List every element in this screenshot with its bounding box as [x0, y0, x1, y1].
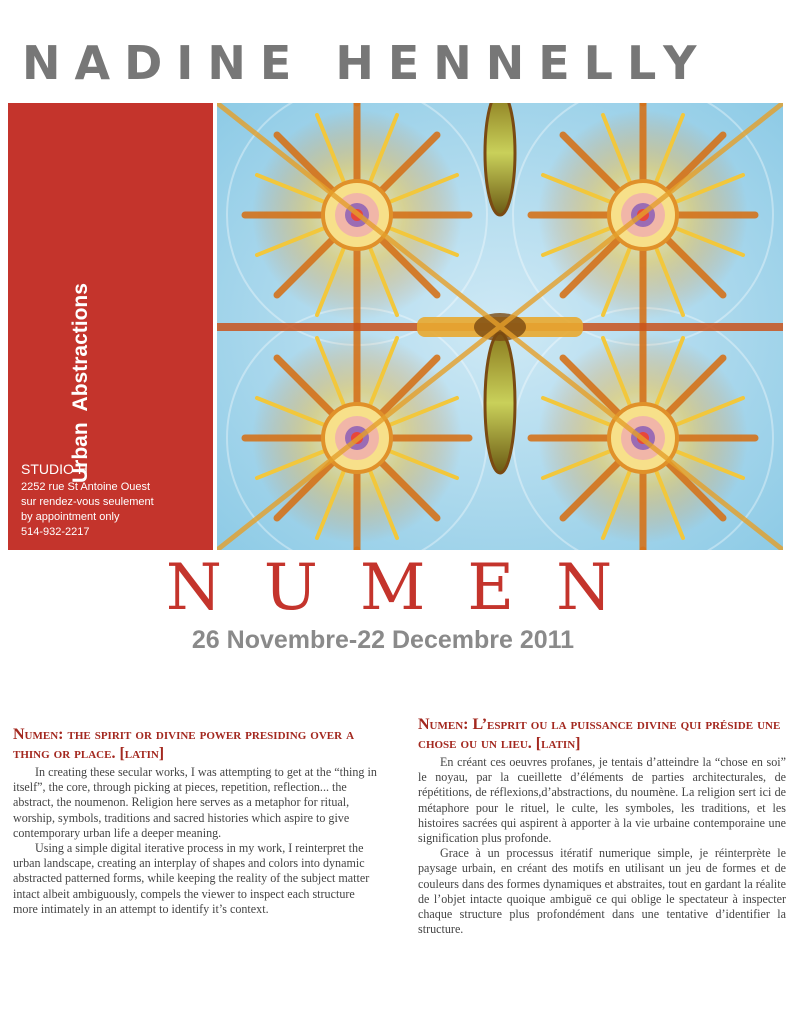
artwork-image [217, 103, 783, 550]
exhibition-subtitle: Urban Abstractions [69, 283, 92, 483]
exhibition-dates: 26 Novembre-22 Decembre 2011 [191, 626, 575, 654]
studio-appointment-fr: sur rendez-vous seulement [21, 496, 154, 508]
studio-appointment-en: by appointment only [21, 511, 120, 523]
studio-name: STUDIO H [21, 461, 88, 477]
french-heading: Numen: L’esprit ou la puissance divine qui préside une chose ou un lieu. [latin] [418, 716, 781, 752]
artist-name: NADINE HENNELLY [22, 36, 711, 90]
english-heading: Numen: the spirit or divine power presiding over a thing or place. [latin] [13, 726, 355, 762]
studio-phone: 514-932-2217 [21, 526, 90, 538]
english-paragraph-2: Using a simple digital iterative process in my work, I reinterpret the urban landscape, creating an interplay of shapes and colors into dynamic abstracted patterned forms, while keeping the reality of the subject matter intact albeit ambiguously, compels the viewer to inspect each structure more intimately in an attempt to identify it’s context. [13, 841, 370, 916]
info-panel [8, 103, 213, 550]
english-paragraph-1: In creating these secular works, I was attempting to get at the “thing in itself”, the core, through picking at pieces, repetition, reflection... the abstract, the noumenon. Religion here serves as a metaphor for ritual, worship, symbols, traditions and sacred histories which aspire to give contemporary urban life a deeper meaning. [13, 765, 377, 840]
exhibition-title: NUMEN [165, 551, 655, 625]
french-paragraph-2: Grace à un processus itératif numerique simple, je réinterprète le paysage urbain, en créant des motifs en utilisant un jeu de formes et de couleurs dans des formes dynamiques et abstraites, tout en gardant la réalite de l’objet intacte quoique ambiguë ce qui oblige le spectateur à inspecter chaque structure plus profondément dans une tentative d’identifier la structure. [418, 846, 786, 937]
studio-address: 2252 rue St Antoine Ouest [21, 481, 151, 493]
french-paragraph-1: En créant ces oeuvres profanes, je tentais d’atteindre la “chose en soi” le noyau, par la cueillette d’éléments de parties architecturales, de répétitions, de réflexions,d’abstractions, du noumène. La religion sert ici de métaphore pour le rituel, le culte, les symboles, les traditions, et les histoires sacrées qui aspirent à apporter à la vie urbaine contemporaine une signification plus profonde. [418, 755, 786, 846]
studio-info [21, 460, 154, 540]
english-description [13, 725, 381, 917]
french-description [418, 715, 786, 937]
